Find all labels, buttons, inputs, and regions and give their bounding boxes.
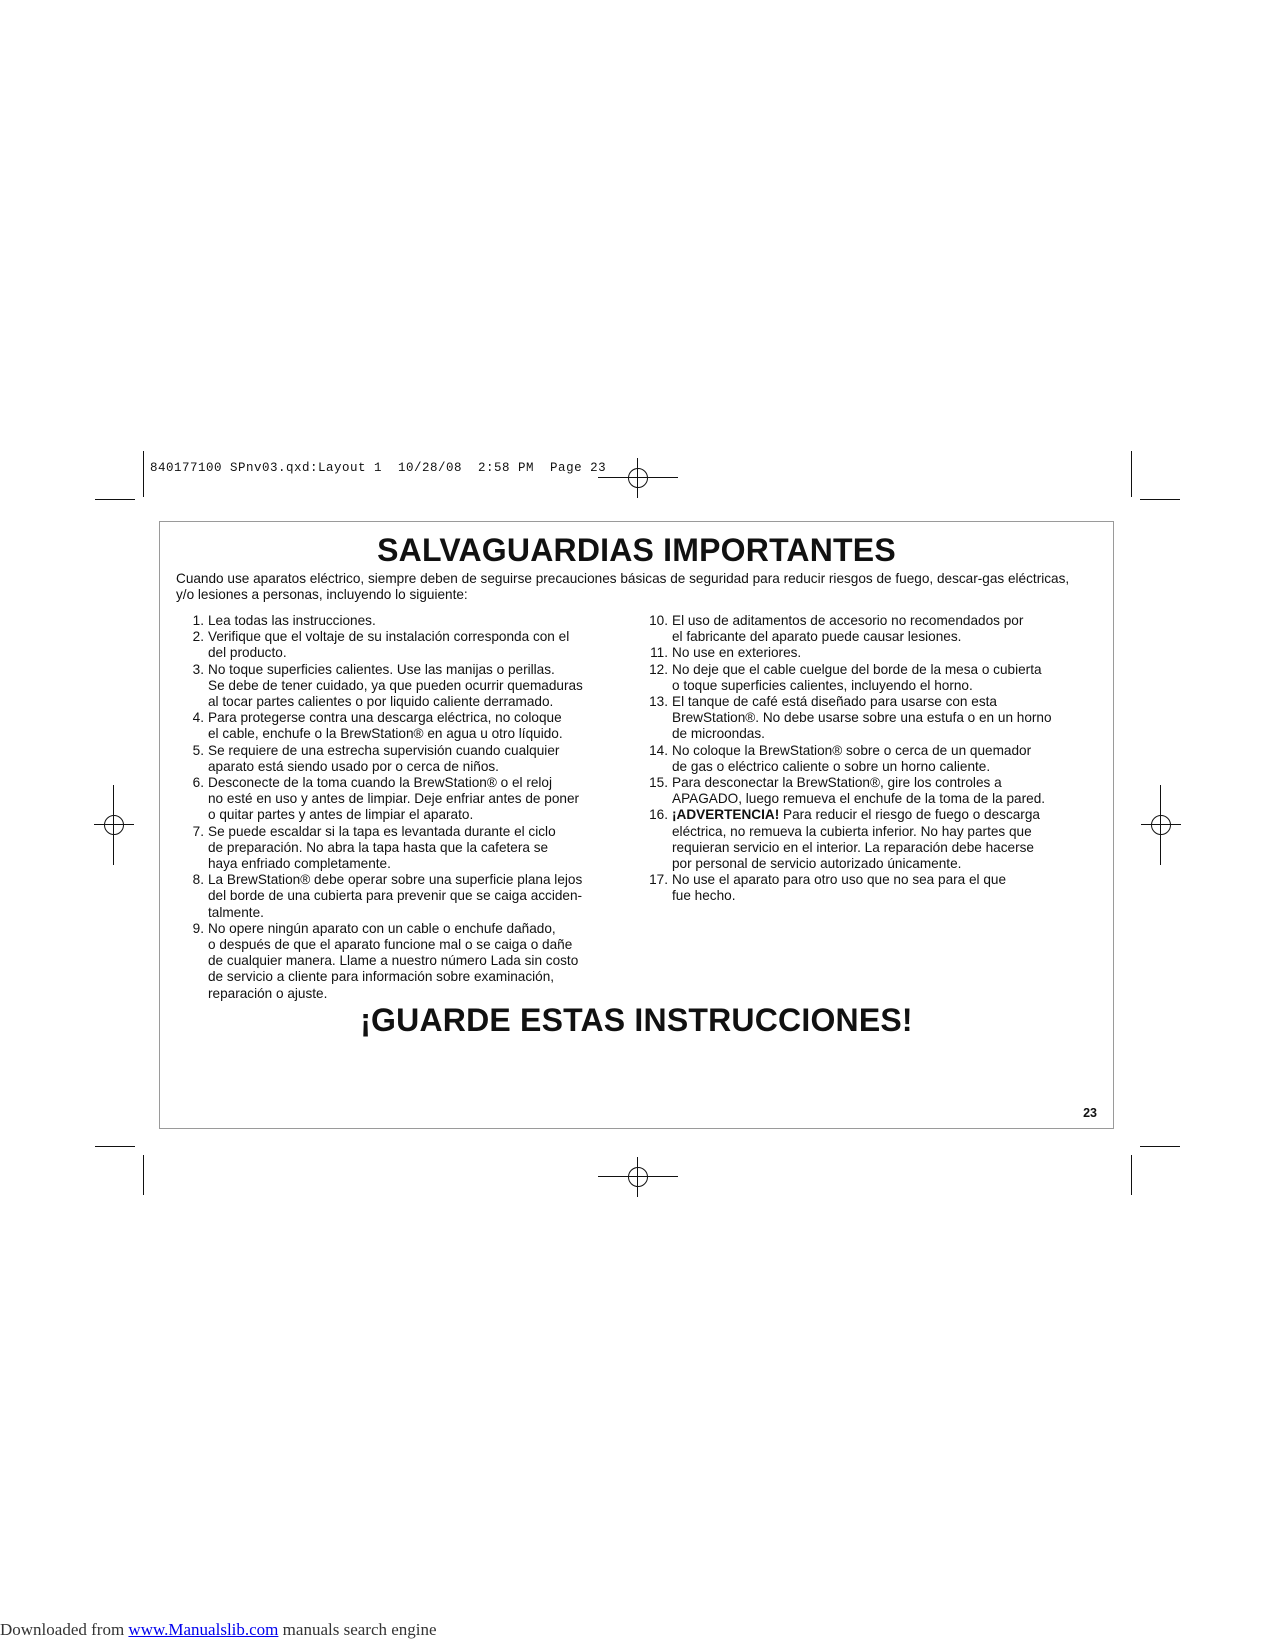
safeguard-text: No toque superficies calientes. Use las manijas o perillas. Se debe de tener cuidado, ya que pueden ocurrir quemaduras al tocar partes calientes o por liquido caliente derramado. [208, 661, 583, 710]
safeguard-text: La BrewStation® debe operar sobre una superficie plana lejos del borde de una cubierta para prevenir que se caiga acciden- talmente. [208, 872, 583, 920]
footer-prefix: Downloaded from [0, 1620, 129, 1639]
safeguard-text: Para reducir el riesgo de fuego o descarga eléctrica, no remueva la cubierta inferior. No hay partes que requieran servicio en el interior. La reparación debe hacerse por personal de servicio autorizado únicamente. [672, 807, 1040, 872]
safeguard-text: No coloque la BrewStation® sobre o cerca de un quemador de gas o eléctrico caliente o sobre un horno caliente. [672, 742, 1032, 774]
safeguard-number: 3. [192, 661, 204, 677]
crop-mark-top-left-v [143, 451, 144, 497]
safeguard-text: No deje que el cable cuelgue del borde de la mesa o cubierta o toque superficies calientes, incluyendo el horno. [672, 661, 1042, 693]
registration-mark-bottom [598, 1157, 678, 1197]
safeguard-text: Desconecte de la toma cuando la BrewStation® o el reloj no esté en uso y antes de limpiar. Deje enfriar antes de poner o quitar partes y antes de limpiar el aparato. [208, 775, 580, 823]
safeguard-item [648, 775, 1088, 807]
page-title: SALVAGUARDIAS IMPORTANTES [377, 532, 896, 568]
safeguard-text: Para protegerse contra una descarga eléctrica, no coloque el cable, enchufe o la BrewStation® en agua u otro líquido. [208, 710, 563, 742]
safeguard-text: El uso de aditamentos de accesorio no recomendados por el fabricante del aparato puede causar lesiones. [672, 613, 1024, 645]
safeguard-item [184, 613, 634, 629]
save-instructions-heading: ¡GUARDE ESTAS INSTRUCCIONES! [360, 1002, 913, 1038]
safeguard-text: No opere ningún aparato con un cable o enchufe dañado, o después de que el aparato funcione mal o se caiga o dañe de cualquier manera. Llame a nuestro número Lada sin costo de servicio a cliente para información sobre examinación, reparación o ajuste. [208, 920, 579, 1001]
safeguard-number: 14. [649, 742, 668, 758]
manualslib-link[interactable]: www.Manualslib.com [128, 1620, 279, 1639]
safeguard-item [648, 662, 1088, 694]
safeguard-number: 2. [192, 629, 204, 645]
registration-mark-left [94, 785, 134, 865]
safeguard-item [184, 775, 634, 824]
crop-mark-bottom-right-v [1131, 1155, 1132, 1195]
safeguard-number: 11. [650, 645, 668, 661]
crop-mark-top-right-v [1131, 451, 1132, 497]
crop-mark-bottom-left-v [143, 1155, 144, 1195]
safeguard-number: 8. [192, 872, 204, 888]
safeguard-number: 15. [649, 775, 668, 791]
safeguard-text: Para desconectar la BrewStation®, gire los controles a APAGADO, luego remueva el enchufe de la toma de la pared. [672, 775, 1046, 807]
safeguard-number: 17. [649, 872, 668, 888]
safeguard-item [184, 710, 634, 742]
crop-mark-bottom-left-h [95, 1146, 135, 1147]
safeguard-item [184, 872, 634, 921]
safeguard-item [648, 694, 1088, 743]
crop-mark-top-right-h [1140, 499, 1180, 500]
safeguard-number: 5. [192, 742, 204, 758]
intro-paragraph: Cuando use aparatos eléctrico, siempre deben de seguirse precauciones básicas de seguridad para reducir riesgos de fuego, descar-gas eléctricas, y/o lesiones a personas, incluyendo lo siguiente: [176, 571, 1070, 603]
safeguard-item [648, 872, 1088, 904]
page-frame [159, 521, 1114, 1129]
safeguard-item [184, 743, 634, 775]
registration-mark-top [598, 458, 678, 498]
safeguard-text: Se requiere de una estrecha supervisión cuando cualquier aparato está siendo usado por o cerca de niños. [208, 742, 560, 774]
page-number: 23 [1083, 1106, 1097, 1120]
crop-mark-top-left-h [95, 499, 135, 500]
registration-mark-right [1141, 785, 1181, 865]
safeguard-text: Verifique que el voltaje de su instalación corresponda con el del producto. [208, 629, 570, 661]
safeguard-number: 12. [649, 661, 668, 677]
safeguard-text: El tanque de café está diseñado para usarse con esta BrewStation®. No debe usarse sobre una estufa o en un horno de microondas. [672, 694, 1052, 742]
crop-mark-bottom-right-h [1140, 1146, 1180, 1147]
safeguard-number: 6. [192, 775, 204, 791]
safeguard-item [184, 662, 634, 711]
safeguard-number: 9. [192, 920, 204, 936]
safeguard-number: 1. [192, 613, 204, 628]
safeguard-text: Lea todas las instrucciones. [208, 613, 376, 628]
safeguard-item [184, 629, 634, 661]
warning-label: ¡ADVERTENCIA! [672, 807, 780, 823]
safeguard-number: 7. [192, 823, 204, 839]
safeguards-list-left [184, 613, 634, 1002]
safeguard-number: 10. [649, 613, 668, 628]
safeguard-number: 16. [649, 807, 668, 823]
safeguard-item [184, 921, 634, 1002]
safeguard-item [648, 613, 1088, 645]
safeguard-item [184, 824, 634, 873]
safeguards-list-right [648, 613, 1088, 905]
print-slug: 840177100 SPnv03.qxd:Layout 1 10/28/08 2:58 PM Page 23 [150, 461, 607, 475]
safeguard-item [648, 645, 1088, 661]
download-footer [0, 1620, 437, 1640]
safeguard-text: No use el aparato para otro uso que no sea para el que fue hecho. [672, 872, 1007, 904]
safeguard-item [648, 743, 1088, 775]
safeguard-text: No use en exteriores. [672, 645, 802, 661]
footer-suffix: manuals search engine [278, 1620, 437, 1639]
safeguard-item [648, 807, 1088, 872]
safeguard-text: Se puede escaldar si la tapa es levantada durante el ciclo de preparación. No abra la tapa hasta que la cafetera se haya enfriado completamente. [208, 823, 556, 872]
safeguard-number: 13. [649, 694, 668, 710]
safeguard-number: 4. [192, 710, 204, 726]
